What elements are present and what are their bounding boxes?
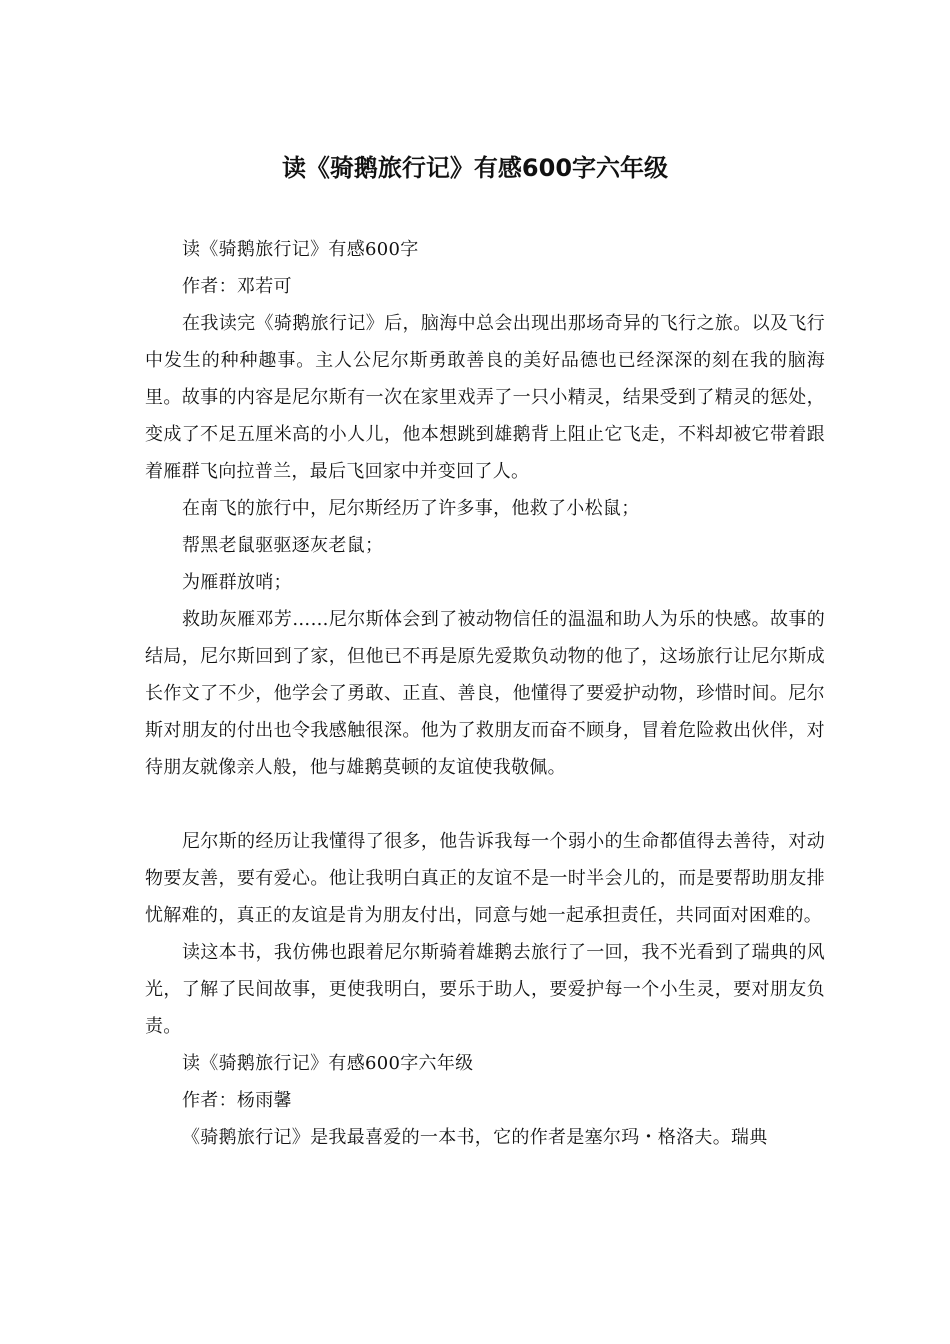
paragraph: 帮黑老鼠驱驱逐灰老鼠； [182, 535, 384, 556]
paragraph: 尼尔斯的经历让我懂得了很多，他告诉我每一个弱小的生命都值得去善待，对动物要友善，要有爱心。他让我明白真正的友谊不是一时半会儿的，而是要帮助朋友排忧解难的，真正的友谊是肯为朋友付出，同意与她一起承担责任，共同面对困难的。 [145, 831, 825, 926]
paragraph: 救助灰雁邓芳……尼尔斯体会到了被动物信任的温温和助人为乐的快感。故事的结局，尼尔斯回到了家，但他已不再是原先爱欺负动物的他了，这场旅行让尼尔斯成长作文了不少，他学会了勇敢、正直、善良，他懂得了要爱护动物，珍惜时间。尼尔斯对朋友的付出也令我感触很深。他为了救朋友而奋不顾身，冒着危险救出伙伴，对待朋友就像亲人般，他与雄鹅莫顿的友谊使我敬佩。 [145, 609, 825, 778]
subtitle-1: 读《骑鹅旅行记》有感600字 [182, 239, 419, 260]
subtitle-2: 读《骑鹅旅行记》有感600字六年级 [182, 1053, 474, 1074]
document-title: 读《骑鹅旅行记》有感600字六年级 [281, 154, 669, 182]
document-body [145, 231, 825, 1156]
author-line-2: 作者：杨雨馨 [182, 1090, 292, 1111]
paragraph: 在我读完《骑鹅旅行记》后，脑海中总会出现出那场奇异的飞行之旅。以及飞行中发生的种种趣事。主人公尼尔斯勇敢善良的美好品德也已经深深的刻在我的脑海里。故事的内容是尼尔斯有一次在家里戏弄了一只小精灵，结果受到了精灵的惩处，变成了不足五厘米高的小人儿，他本想跳到雄鹅背上阻止它飞走，不料却被它带着跟着雁群飞向拉普兰，最后飞回家中并变回了人。 [145, 313, 825, 482]
paragraph: 在南飞的旅行中，尼尔斯经历了许多事，他救了小松鼠； [182, 498, 640, 519]
author-line-1: 作者：邓若可 [182, 276, 292, 297]
paragraph: 读这本书，我仿佛也跟着尼尔斯骑着雄鹅去旅行了一回，我不光看到了瑞典的风光，了解了民间故事，更使我明白，要乐于助人，要爱护每一个小生灵，要对朋友负责。 [145, 942, 825, 1037]
paragraph: 《骑鹅旅行记》是我最喜爱的一本书，它的作者是塞尔玛・格洛夫。瑞典 [182, 1127, 768, 1148]
paragraph: 为雁群放哨； [182, 572, 292, 593]
